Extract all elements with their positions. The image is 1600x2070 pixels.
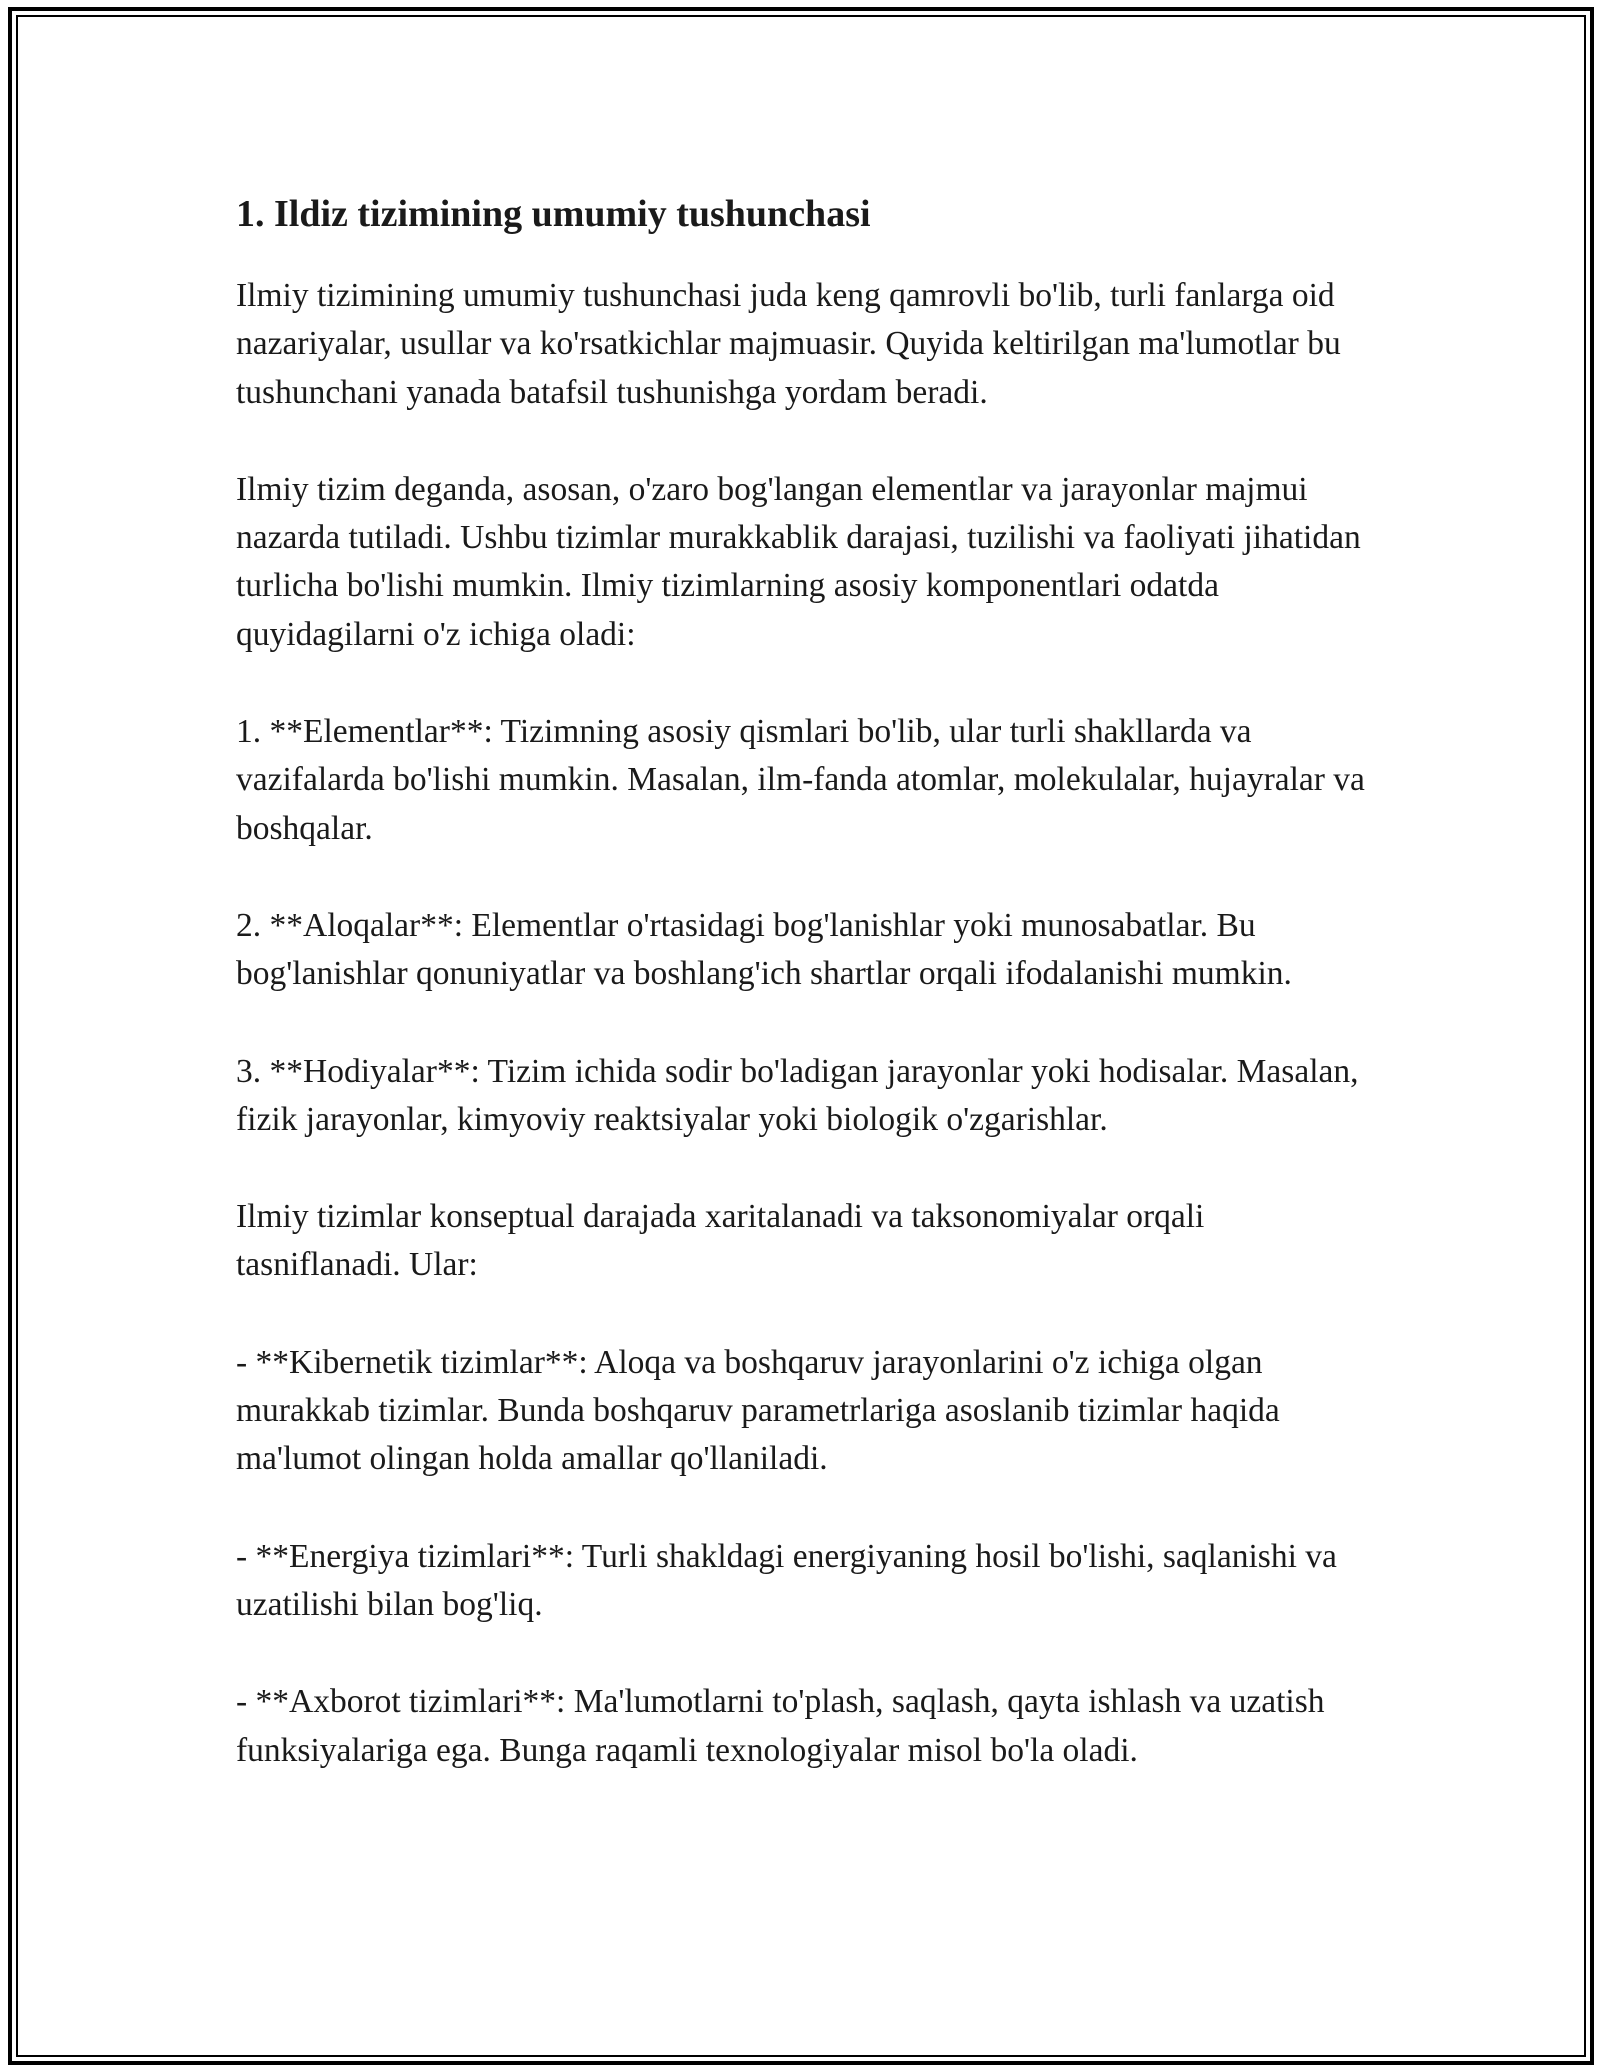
list-item-elementlar: 1. **Elementlar**: Tizimning asosiy qismlari bo'lib, ular turli shakllarda va vazifalarda bo'lishi mumkin. Masalan, ilm-fanda atomlar, molekulalar, hujayralar va boshqalar. [236, 713, 1365, 847]
paragraph-classification: Ilmiy tizimlar konseptual darajada xaritalanadi va taksonomiyalar orqali tasniflanadi. Ular: [236, 1198, 1205, 1284]
list-item-kibernetik: - **Kibernetik tizimlar**: Aloqa va boshqaruv jarayonlarini o'z ichiga olgan murakkab tizimlar. Bunda boshqaruv parametrlariga asoslanib tizimlar haqida ma'lumot olingan holda amallar qo'llaniladi. [236, 1343, 1280, 1478]
list-item-energiya: - **Energiya tizimlari**: Turli shakldagi energiyaning hosil bo'lishi, saqlanishi va uzatilishi bilan bog'liq. [236, 1537, 1337, 1623]
paragraph-intro: Ilmiy tizimining umumiy tushunchasi juda keng qamrovli bo'lib, turli fanlarga oid nazariyalar, usullar va ko'rsatkichlar majmuasir. Quyida keltirilgan ma'lumotlar bu tushunchani yanada batafsil tushunishga yordam beradi. [236, 277, 1341, 411]
list-item-axborot: - **Axborot tizimlari**: Ma'lumotlarni to'plash, saqlash, qayta ishlash va uzatish funksiyalariga ega. Bunga raqamli texnologiyalar misol bo'la oladi. [236, 1683, 1325, 1769]
list-item-hodiyalar: 3. **Hodiyalar**: Tizim ichida sodir bo'ladigan jarayonlar yoki hodisalar. Masalan, fizik jarayonlar, kimyoviy reaktsiyalar yoki biologik o'zgarishlar. [236, 1052, 1359, 1138]
page-title: 1. Ildiz tizimining umumiy tushunchasi [236, 193, 871, 235]
list-item-aloqalar: 2. **Aloqalar**: Elementlar o'rtasidagi bog'lanishlar yoki munosabatlar. Bu bog'lanishlar qonuniyatlar va boshlang'ich shartlar orqali ifodalanishi mumkin. [236, 906, 1292, 993]
document-body [236, 186, 1376, 1775]
paragraph-definition: Ilmiy tizim deganda, asosan, o'zaro bog'langan elementlar va jarayonlar majmui nazarda tutiladi. Ushbu tizimlar murakkablik darajasi, tuzilishi va faoliyati jihatidan turlicha bo'lishi mumkin. Ilmiy tizimlarning asosiy komponentlari odatda quyidagilarni o'z ichiga oladi: [236, 470, 1361, 653]
